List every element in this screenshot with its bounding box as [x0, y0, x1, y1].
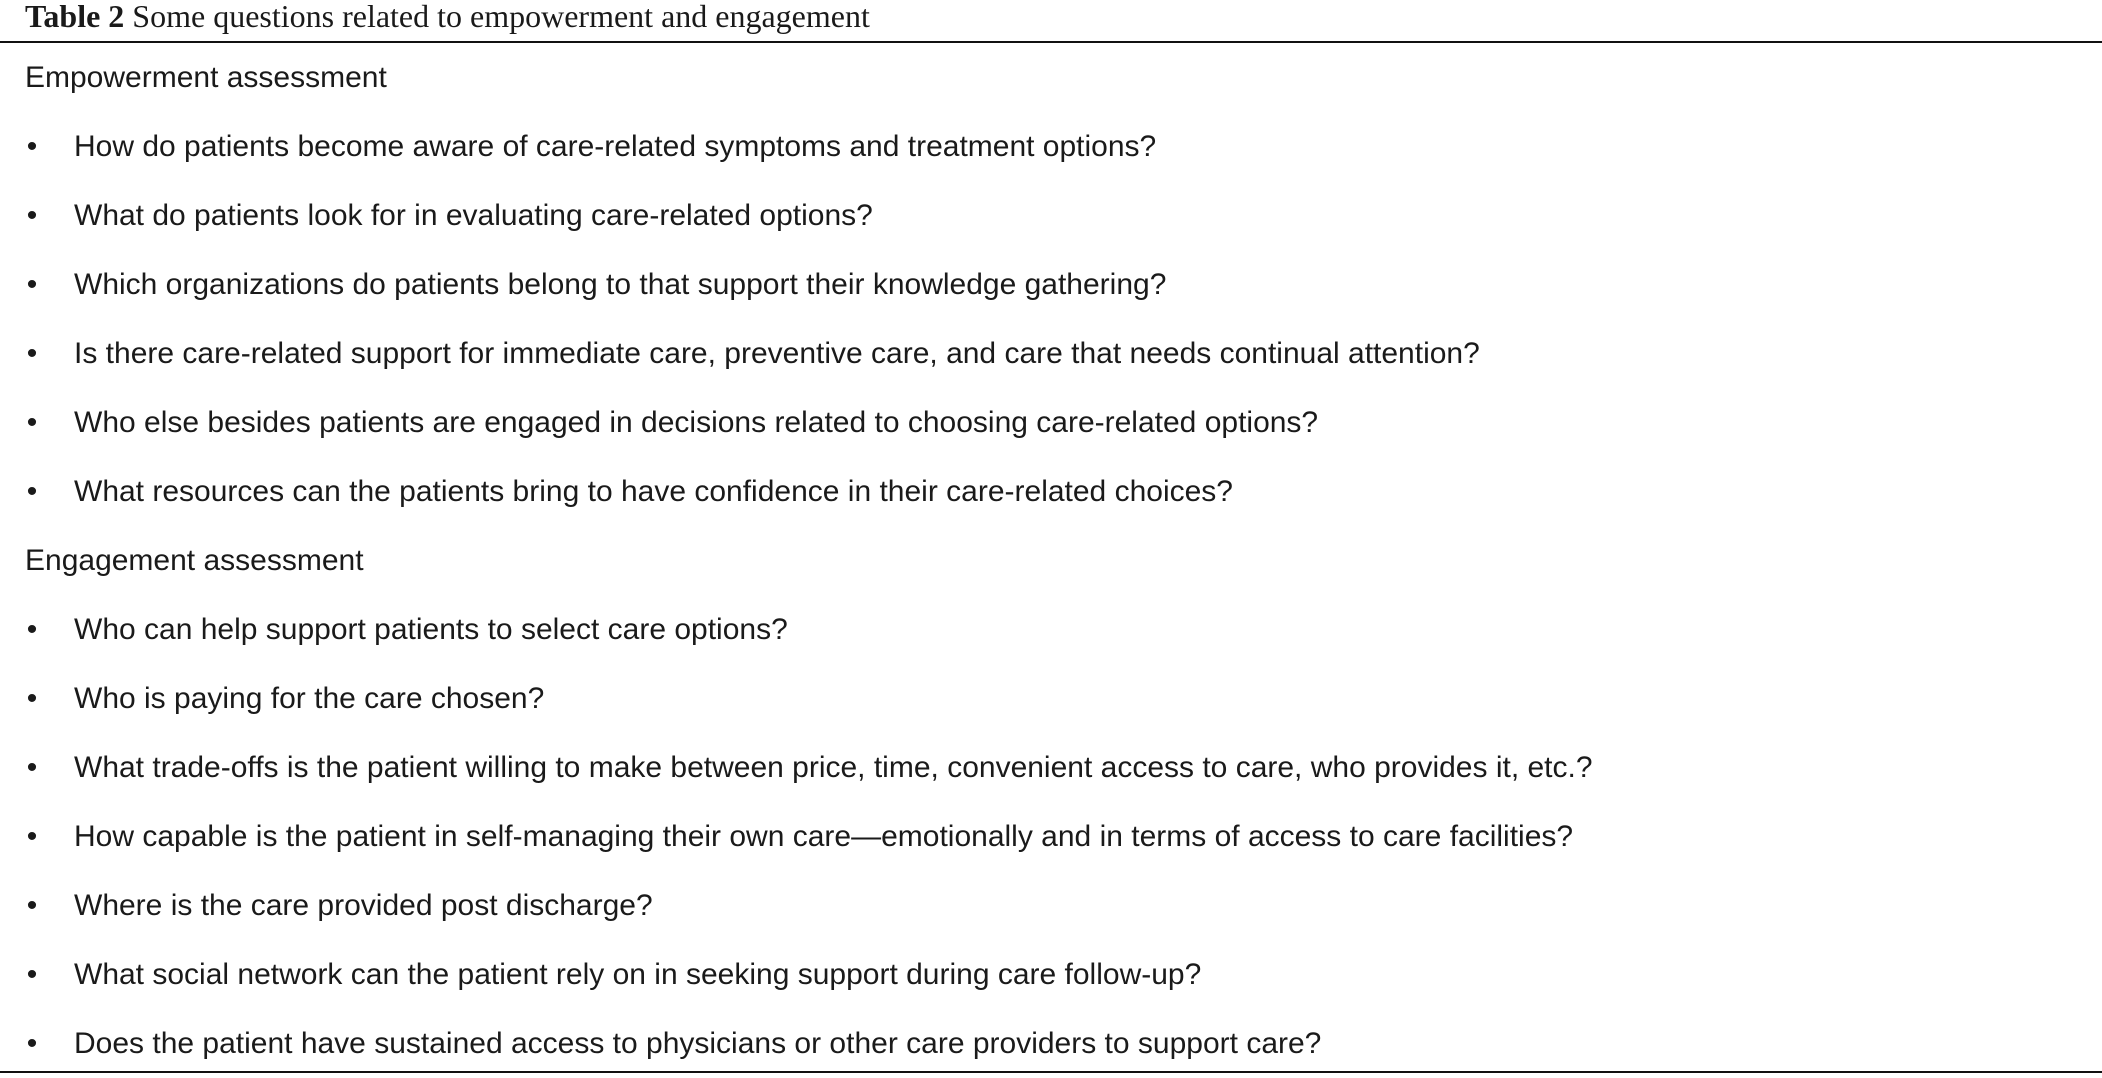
bullet-icon: • — [26, 820, 38, 853]
bullet-icon: • — [26, 613, 38, 646]
bullet-icon: • — [26, 1027, 38, 1060]
table-caption — [25, 0, 870, 40]
table-body — [0, 43, 2102, 1071]
bullet-icon: • — [26, 958, 38, 991]
bullet-icon: • — [26, 475, 38, 508]
question-text: Who is paying for the care chosen? — [74, 682, 545, 715]
question-text: What social network can the patient rely on in seeking support during care follow-up? — [74, 958, 1202, 991]
question-text: What do patients look for in evaluating care-related options? — [74, 199, 873, 232]
question-text: Who else besides patients are engaged in decisions related to choosing care-related options? — [74, 406, 1319, 439]
table-label: Table 2 — [25, 0, 125, 34]
question-text: What resources can the patients bring to have confidence in their care-related choices? — [74, 475, 1233, 508]
table-bottom-rule — [0, 1071, 2102, 1073]
bullet-icon: • — [26, 268, 38, 301]
section-heading-empowerment: Empowerment assessment — [25, 61, 387, 94]
section-heading-engagement: Engagement assessment — [25, 544, 364, 577]
bullet-icon: • — [26, 130, 38, 163]
question-text: Is there care-related support for immediate care, preventive care, and care that needs continual attention? — [74, 337, 1480, 370]
bullet-icon: • — [26, 751, 38, 784]
table-title: Some questions related to empowerment and engagement — [132, 0, 870, 34]
bullet-icon: • — [26, 199, 38, 232]
question-text: Who can help support patients to select care options? — [74, 613, 788, 646]
question-text: How capable is the patient in self-managing their own care—emotionally and in terms of access to care facilities? — [74, 820, 1574, 853]
question-text: How do patients become aware of care-related symptoms and treatment options? — [74, 130, 1157, 163]
bullet-icon: • — [26, 889, 38, 922]
bullet-icon: • — [26, 337, 38, 370]
question-text: Which organizations do patients belong to that support their knowledge gathering? — [74, 268, 1167, 301]
question-text: Where is the care provided post discharge? — [74, 889, 653, 922]
question-text: What trade-offs is the patient willing to make between price, time, convenient access to care, who provides it, etc.? — [74, 751, 1593, 784]
question-text: Does the patient have sustained access to physicians or other care providers to support care? — [74, 1027, 1322, 1060]
bullet-icon: • — [26, 682, 38, 715]
bullet-icon: • — [26, 406, 38, 439]
